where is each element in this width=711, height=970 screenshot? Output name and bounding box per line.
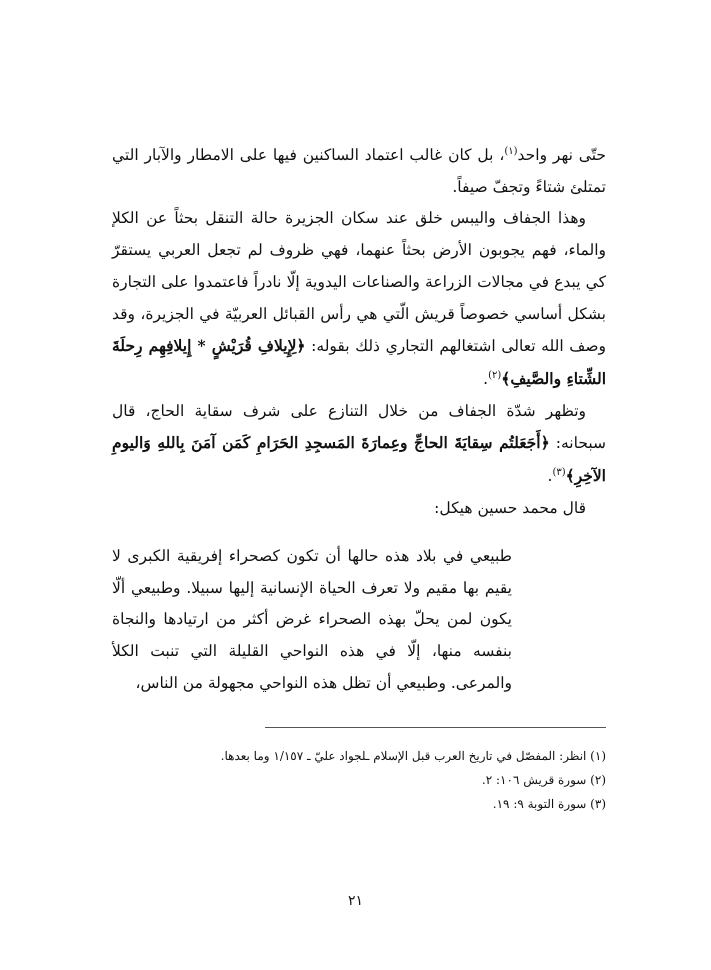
footnote-ref-3: (٣) (552, 466, 566, 478)
paragraph-1 (112, 140, 606, 203)
paragraph-1-rest: ، بل كان غالب اعتماد الساكنين فيها على الامطار والآبار التي تمتلئ شتاءً وتجفّ صيفاً. (112, 146, 606, 196)
footnote-2: (٢) سورة قريش ١٠٦: ٢. (481, 773, 606, 787)
paragraph-2 (112, 203, 606, 395)
paragraph-3-text: وتظهر شدّة الجفاف من خلال التنازع على شرف سقاية الحاج، قال سبحانه: (112, 401, 606, 453)
paragraph-1-text: حتّى نهر واحد (517, 146, 606, 164)
paragraph-3 (112, 396, 606, 493)
main-text (112, 140, 606, 524)
paragraph-4: قال محمد حسين هيكل: (434, 498, 586, 517)
footnote-3: (٣) سورة التوبة ٩: ١٩. (492, 797, 606, 811)
footnote-ref-2: (٢) (488, 369, 502, 381)
quran-verse-tawba: ﴿أَجَعَلتُم سِقايَةَ الحاجِّ وعِمارَةَ المَسجِدِ الحَرَامِ كَمَن آمَنَ بِاللهِ وَاليومِ الآخِرِ﴾ (112, 433, 606, 486)
paragraph-2-end: . (483, 369, 489, 388)
footnotes (112, 744, 606, 816)
footnote-divider (265, 727, 606, 728)
block-quote-text: طبيعي في بلاد هذه حالها أن تكون كصحراء إفريقية الكبرى لا يقيم بها مقيم ولا تعرف الحياة الإنسانية إليها سبيلا. وطبيعي ألّا يكون لمن يحلّ بهذه الصحراء غرض أكثر من ارتيادها والنجاة بنفسه منها، إلّا في هذه النواحي القليلة التي تنبت الكلأ والمرعى. وطبيعي أن تظل هذه النواحي مجهولة من الناس، (112, 547, 512, 692)
paragraph-3-end: . (547, 467, 553, 486)
footnote-ref-1: (١) (504, 145, 518, 157)
paragraph-2-text: وهذا الجفاف واليبس خلق عند سكان الجزيرة حالة التنقل بحثاً عن الكلإ والماء، فهم يجوبون الأرض بحثاً عنهما، فهي ظروف لم تجعل العربي يستقرّ كي يبدع في مجالات الزراعة والصناعات اليدوية إلّا نادراً فاعتمدوا على التجارة بشكل أساسي خصوصاً قريش الّتي هي رأس القبائل العربيّة في الجزيرة، وقد وصف الله تعالى اشتغالهم التجاري ذلك بقوله: (112, 209, 606, 356)
block-quote (112, 541, 512, 700)
footnote-1: (١) انظر: المفصّل في تاريخ العرب قبل الإسلام ـلجواد عليّ ـ ١/١٥٧ وما بعدها. (220, 749, 606, 763)
quran-verse-quraysh: ﴿لِإِيلافِ قُرَيْشٍ * إِيلافِهِم رِحلَةَ الشِّتاءِ والصَّيفِ﴾ (112, 336, 606, 388)
page-number: ٢١ (347, 893, 364, 909)
